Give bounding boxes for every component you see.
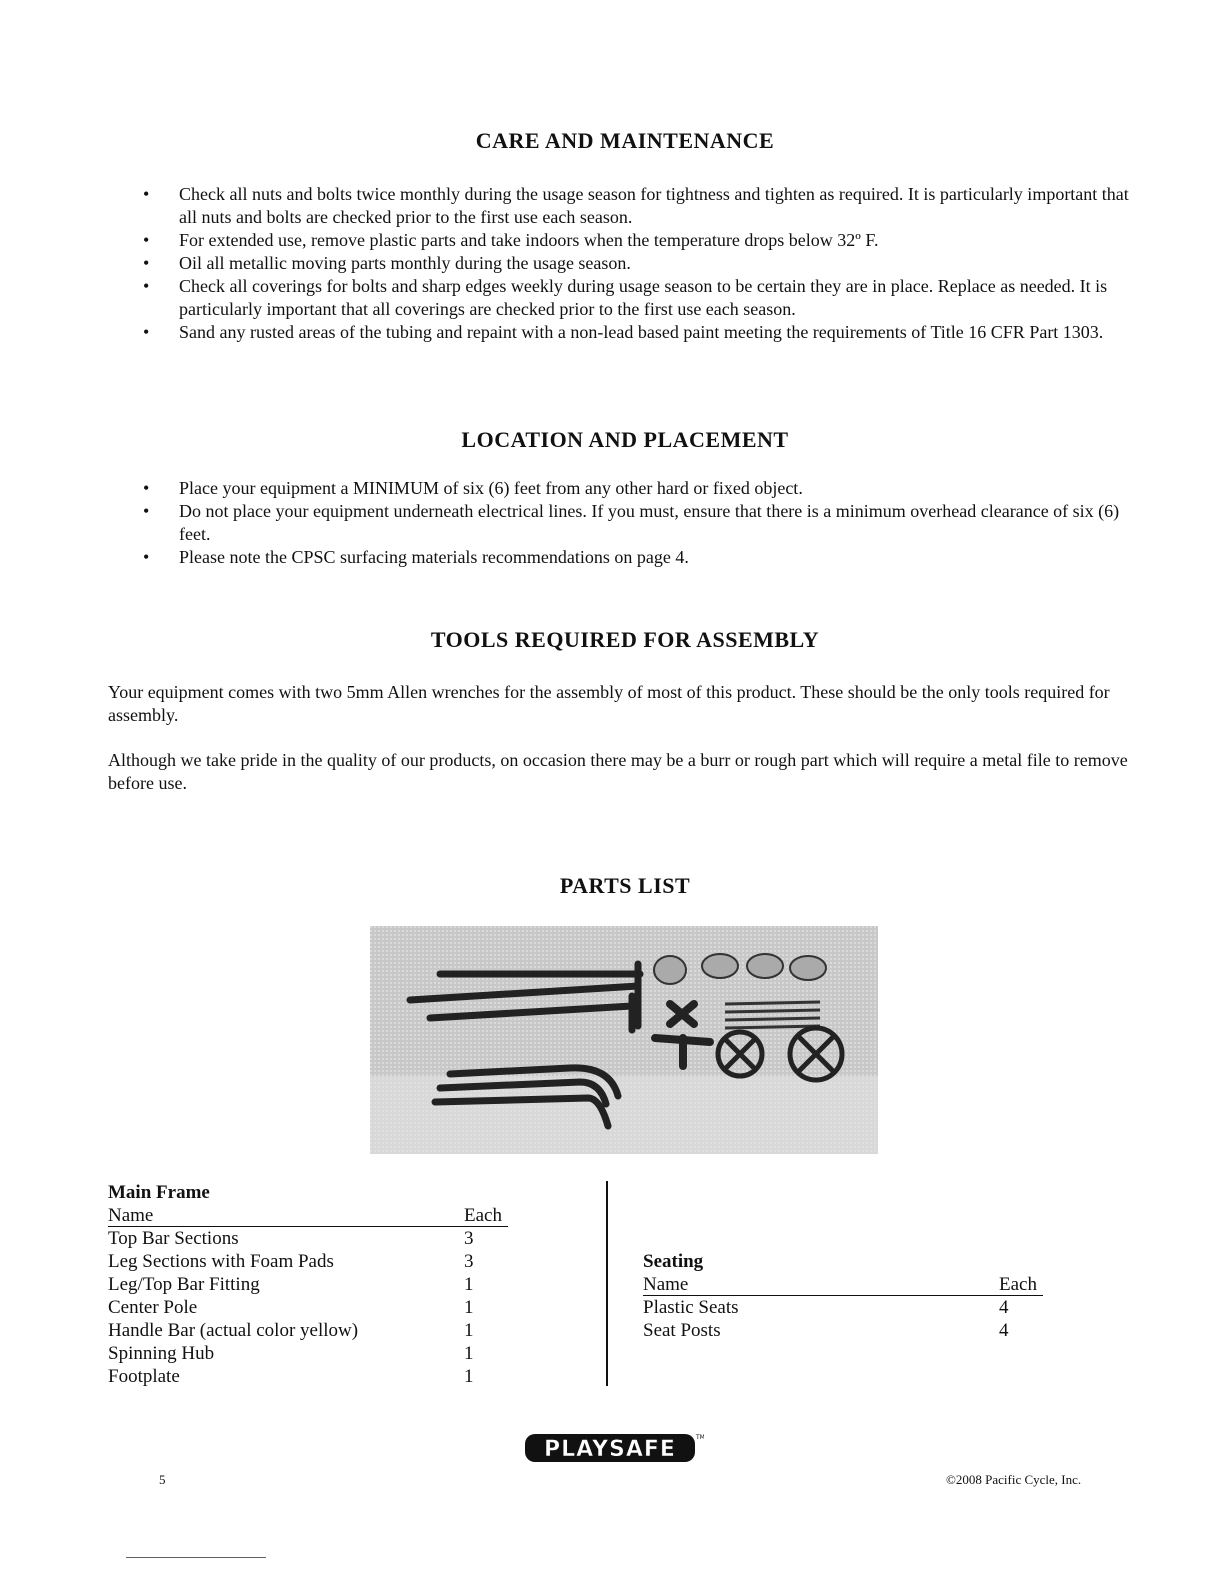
parts-photo-icon — [370, 926, 878, 1154]
location-list — [108, 477, 1148, 569]
part-count: 3 — [464, 1228, 474, 1249]
part-count: 1 — [464, 1297, 474, 1318]
list-item: • Do not place your equipment underneath electrical lines. If you must, ensure that there is a minimum overhead clearance of six (6) feet. — [108, 500, 1148, 546]
column-header-name: Name — [643, 1274, 689, 1295]
table-header-row — [643, 1273, 1043, 1296]
page-number: 5 — [159, 1472, 166, 1487]
table-divider — [606, 1181, 608, 1386]
part-name: Leg/Top Bar Fitting — [108, 1274, 260, 1295]
table-row — [643, 1319, 1043, 1342]
list-item: • Check all coverings for bolts and sharp edges weekly during usage season to be certain they are in place. Replace as needed. It is particularly important that all coverings are checked prior to the first use each season. — [108, 275, 1148, 321]
part-count: 1 — [464, 1366, 474, 1387]
care-heading: CARE AND MAINTENANCE — [475, 128, 775, 153]
column-header-name: Name — [108, 1205, 154, 1226]
list-item: • Sand any rusted areas of the tubing and repaint with a non-lead based paint meeting the requirements of Title 16 CFR Part 1303. — [108, 321, 1148, 344]
table-row — [643, 1296, 1043, 1319]
tools-paragraph-2: Although we take pride in the quality of our products, on occasion there may be a burr or rough part which will require a metal file to remove before use. — [108, 750, 1128, 793]
table-row — [108, 1296, 508, 1319]
part-name: Top Bar Sections — [108, 1228, 239, 1249]
main-frame-title: Main Frame — [108, 1182, 210, 1203]
list-item: • Place your equipment a MINIMUM of six (6) feet from any other hard or fixed object. — [108, 477, 1148, 500]
part-name: Leg Sections with Foam Pads — [108, 1251, 334, 1272]
list-item: • For extended use, remove plastic parts and take indoors when the temperature drops below 32º F. — [108, 229, 1148, 252]
underline-mark — [126, 1557, 266, 1558]
part-name: Spinning Hub — [108, 1343, 215, 1364]
table-header-row — [108, 1204, 508, 1227]
list-item: • Please note the CPSC surfacing materials recommendations on page 4. — [108, 546, 1148, 569]
part-name: Seat Posts — [643, 1320, 721, 1341]
part-name: Handle Bar (actual color yellow) — [108, 1320, 359, 1341]
main-frame-table — [108, 1181, 508, 1388]
column-header-each: Each — [464, 1205, 502, 1226]
table-row — [108, 1319, 508, 1342]
table-row — [108, 1365, 508, 1388]
svg-text:TM: TM — [696, 1434, 704, 1441]
parts-heading: PARTS LIST — [559, 873, 691, 898]
part-name: Plastic Seats — [643, 1297, 739, 1318]
seating-title: Seating — [643, 1251, 704, 1272]
copyright: ©2008 Pacific Cycle, Inc. — [946, 1472, 1082, 1487]
tools-paragraph-1: Your equipment comes with two 5mm Allen wrenches for the assembly of most of this product. These should be the only tools required for assembly. — [108, 682, 1110, 725]
part-count: 4 — [999, 1297, 1009, 1318]
part-count: 1 — [464, 1343, 474, 1364]
svg-text:PLAYSAFE: PLAYSAFE — [544, 1437, 676, 1462]
table-row — [108, 1273, 508, 1296]
list-item: • Oil all metallic moving parts monthly during the usage season. — [108, 252, 1148, 275]
playsafe-logo-icon — [524, 1430, 704, 1464]
part-count: 4 — [999, 1320, 1009, 1341]
part-name: Footplate — [108, 1366, 180, 1387]
list-item: • Check all nuts and bolts twice monthly during the usage season for tightness and tighten as required. It is particularly important that all nuts and bolts are checked prior to the first use each season. — [108, 183, 1148, 229]
part-count: 1 — [464, 1274, 474, 1295]
part-count: 3 — [464, 1251, 474, 1272]
care-list — [108, 183, 1148, 344]
parts-photo — [370, 926, 878, 1154]
part-count: 1 — [464, 1320, 474, 1341]
playsafe-logo — [524, 1430, 704, 1469]
location-heading: LOCATION AND PLACEMENT — [461, 427, 789, 452]
table-row — [108, 1250, 508, 1273]
part-name: Center Pole — [108, 1297, 198, 1318]
table-row — [108, 1227, 508, 1250]
seating-table — [643, 1250, 1043, 1342]
tools-heading: TOOLS REQUIRED FOR ASSEMBLY — [430, 627, 820, 652]
column-header-each: Each — [999, 1274, 1037, 1295]
table-row — [108, 1342, 508, 1365]
